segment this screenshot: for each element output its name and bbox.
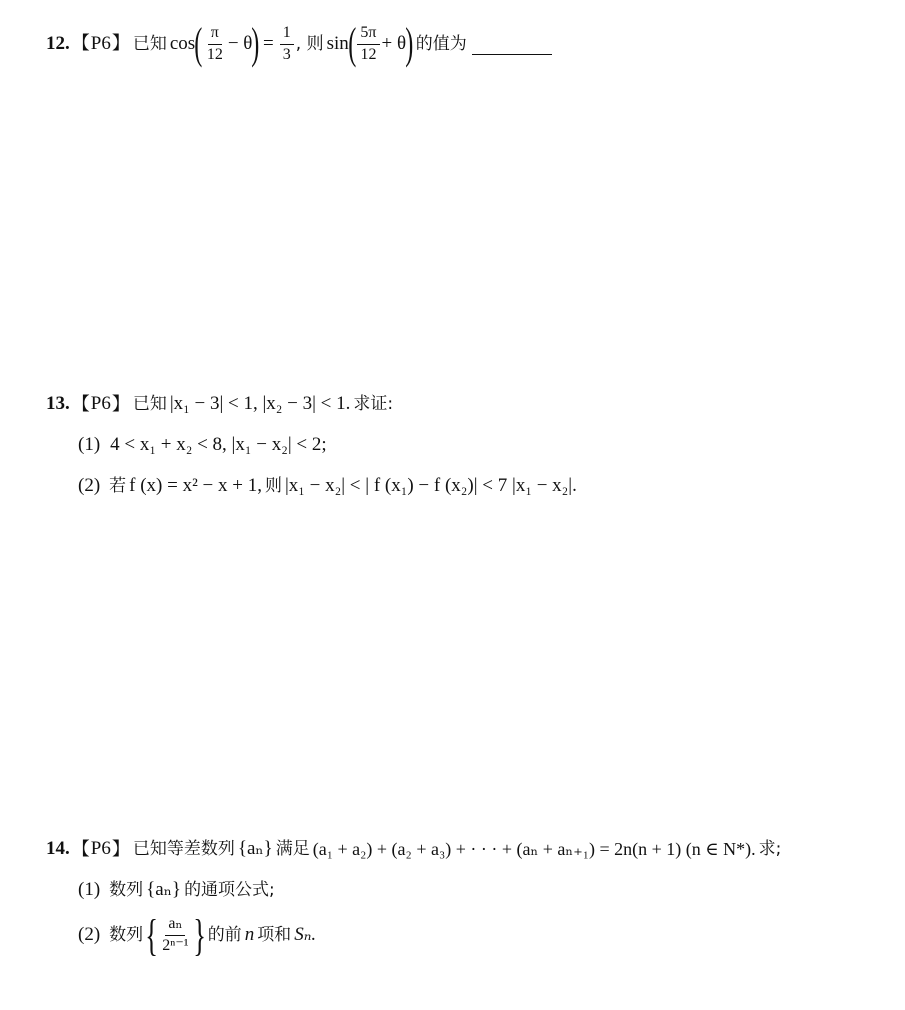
then-text: 则 — [264, 475, 282, 496]
part-post: 的前 — [207, 925, 242, 946]
right-paren: ) — [405, 19, 414, 68]
answer-blank[interactable] — [472, 34, 552, 55]
bracket-right: 】 — [111, 33, 130, 55]
fraction-denominator: 12 — [360, 45, 377, 63]
fraction-pi-over-12 — [204, 25, 226, 64]
part-label: (1) — [78, 433, 101, 455]
fraction-an-over-2n — [159, 916, 191, 955]
minus-theta: − θ — [227, 32, 253, 54]
part-text: 4 < x₁ + x₂ < 8, |x₁ − x₂| < 2; — [110, 433, 327, 455]
bracket-left: 【 — [71, 393, 90, 415]
part-post: 项和 — [257, 925, 292, 946]
difficulty-tag: P6 — [90, 838, 111, 859]
sum-sn: Sₙ. — [294, 924, 317, 946]
fraction-5pi-over-12 — [357, 25, 379, 64]
fraction-numerator: π — [208, 25, 222, 45]
intro-text: 已知 — [132, 33, 167, 54]
ask-text: 的值为 — [415, 33, 467, 54]
problem-12 — [46, 19, 886, 68]
problem-13 — [46, 393, 886, 497]
fraction-denominator: 2ⁿ⁻¹ — [162, 937, 189, 955]
problem-14 — [46, 838, 886, 958]
sequence: {aₙ} — [237, 838, 273, 859]
if-text: 若 — [109, 475, 127, 496]
difficulty-tag: P6 — [90, 32, 111, 54]
part-label: (2) — [78, 474, 101, 496]
left-paren: ( — [194, 19, 203, 68]
sequence: {aₙ} — [146, 878, 182, 900]
right-paren: ) — [251, 19, 260, 68]
part-2 — [78, 910, 886, 960]
problem-14-statement — [46, 838, 886, 861]
problem-12-statement — [46, 19, 886, 68]
variable-n: n — [244, 924, 255, 946]
problem-number: 14. — [46, 838, 70, 859]
cos-function: cos — [169, 32, 196, 54]
part-2 — [78, 475, 886, 498]
bracket-left: 【 — [71, 33, 90, 55]
fraction-one-third — [280, 25, 294, 64]
part-pre: 数列 — [109, 880, 144, 900]
ask-text: 求; — [758, 839, 782, 860]
bracket-right: 】 — [111, 838, 130, 860]
part-label: (1) — [78, 878, 101, 900]
bracket-left: 【 — [71, 838, 90, 860]
condition: |x₁ − 3| < 1, |x₂ − 3| < 1. — [169, 393, 351, 414]
bracket-right: 】 — [111, 393, 130, 415]
left-brace: { — [145, 910, 159, 960]
problem-number: 12. — [46, 32, 70, 54]
plus-theta: + θ — [381, 32, 407, 54]
part-pre: 数列 — [109, 925, 144, 946]
fraction-numerator: 1 — [280, 25, 294, 45]
intro-text: 已知等差数列 — [132, 839, 235, 860]
fraction-numerator: 5π — [357, 25, 379, 45]
equals-sign: = — [263, 32, 274, 54]
sin-function: sin — [326, 32, 349, 54]
satisfy-text: 满足 — [275, 839, 310, 860]
problem-number: 13. — [46, 393, 70, 414]
part-label: (2) — [78, 924, 101, 946]
function-def: f (x) = x² − x + 1, — [129, 474, 262, 496]
part-post: 的通项公式; — [184, 880, 275, 900]
right-brace: } — [192, 910, 206, 960]
fraction-numerator: aₙ — [165, 916, 185, 936]
intro-text: 已知 — [132, 394, 167, 415]
part-1 — [78, 434, 886, 457]
then-text: , 则 — [295, 33, 324, 54]
inequality: |x₁ − x₂| < | f (x₁) − f (x₂)| < 7 |x₁ − x₂|. — [284, 474, 577, 496]
fraction-denominator: 3 — [282, 45, 291, 63]
left-paren: ( — [348, 19, 357, 68]
condition: (a₁ + a₂) + (a₂ + a₃) + · · · + (aₙ + aₙ₊₁) = 2n(n + 1) (n ∈ N*). — [312, 838, 756, 859]
prove-text: 求证: — [353, 394, 394, 415]
fraction-denominator: 12 — [206, 45, 223, 63]
problem-13-statement — [46, 393, 886, 416]
difficulty-tag: P6 — [90, 393, 111, 414]
part-1 — [78, 879, 886, 902]
